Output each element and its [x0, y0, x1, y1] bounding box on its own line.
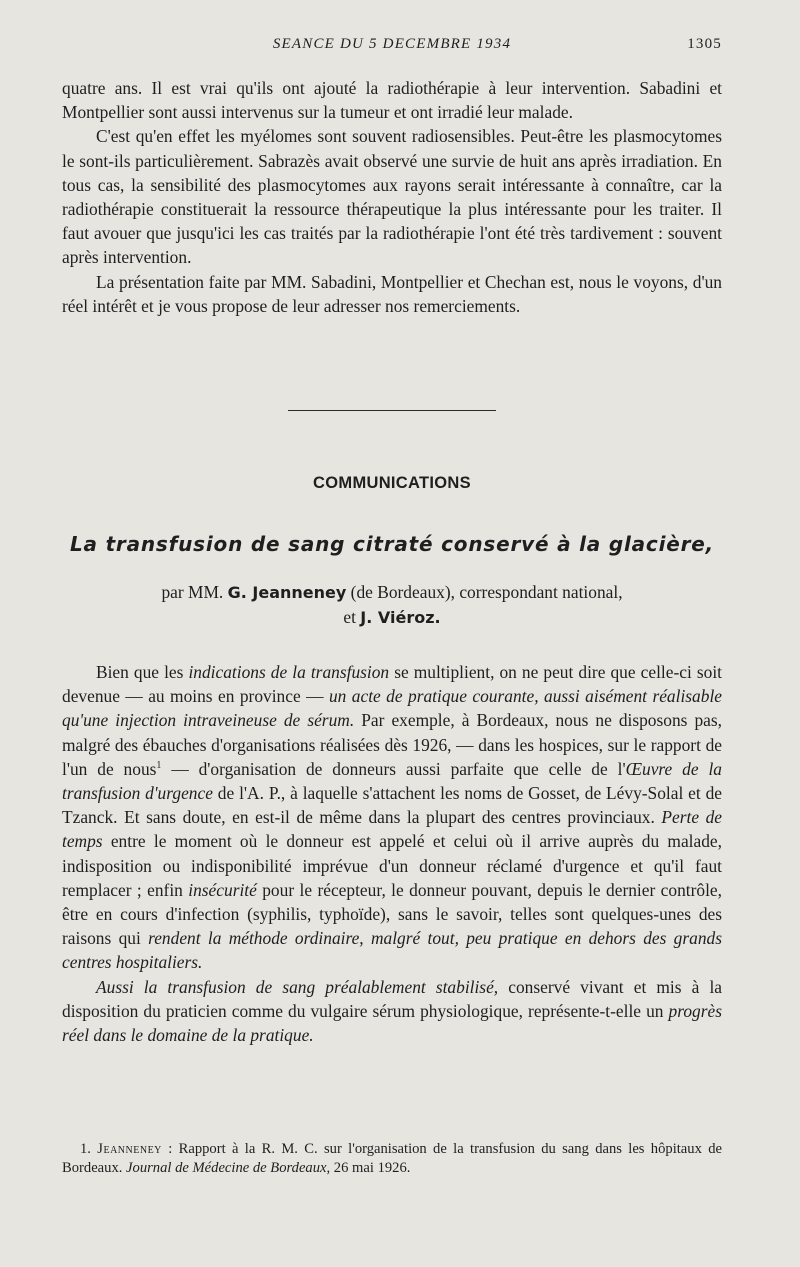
author-affiliation: (de Bordeaux), correspondant national, [350, 582, 623, 602]
article-title: La transfusion de sang citraté conservé à la glacière, [69, 532, 715, 556]
footnote [62, 1140, 722, 1178]
italic-run: Œuvre de la transfusion d'urgence [62, 758, 722, 804]
text-run: se multiplient, on ne peut dire que celle-ci soit devenue — au moins en province — [62, 662, 722, 707]
text-run: de l'A. P., à laquelle s'attachent les noms de Gosset, de Lévy-Solal et de Tzanck. Et sans doute, en est-il de même dans la plupart des centres provinciaux. [62, 783, 723, 828]
running-title: SEANCE DU 5 DECEMBRE 1934 [272, 36, 512, 52]
text-run: Par exemple, à Bordeaux, nous ne disposons pas, malgré des ébauches d'organisations réalisées dès 1926, — dans les hospices, sur le rapport de l'un de nous [62, 710, 722, 779]
footnote-journal: Journal de Médecine de Bordeaux [126, 1160, 327, 1176]
italic-run: un acte de pratique courante, aussi aisément réalisable qu'une injection intraveineuse de sérum. [62, 686, 722, 731]
text-run: — d'organisation de donneurs aussi parfaite que celle de l' [161, 758, 626, 779]
text-run: entre le moment où le donneur est appelé et celui où il arrive auprès du malade, indisposition ou indisponibilité imprévue d'un donneur réclamé d'urgence et qu'il faut remplacer ; enfin [62, 831, 722, 900]
section-divider [288, 410, 496, 411]
text-run: pour le récepteur, le donneur pouvant, depuis le dernier contrôle, être en cours d'infection (syphilis, typhoïde), sans le savoir, telles sont quelques-unes des raisons qui [62, 879, 722, 949]
footnote-text: , 26 mai 1926. [326, 1160, 411, 1176]
byline-conjunction: et [343, 607, 356, 628]
page-number: 1305 [687, 36, 722, 52]
text-run: conservé vivant et mis à la disposition du praticien comme du vulgaire sérum physiologique, représente-t-elle un [62, 976, 722, 1021]
author-name: J. Viéroz. [360, 608, 441, 628]
continuation-text [62, 76, 722, 318]
italic-run: progrès réel dans le domaine de la pratique. [62, 1000, 722, 1046]
italic-run: insécurité [188, 879, 257, 900]
text-run: Bien que les [96, 662, 189, 682]
article-body [62, 660, 722, 1047]
byline [62, 580, 722, 630]
footnote-text: : Rapport à la R. M. C. sur l'organisation de la transfusion du sang dans les hôpitaux de Bordeaux. [62, 1141, 722, 1176]
italic-run: indications de la transfusion [188, 662, 390, 682]
paragraph: C'est qu'en effet les myélomes sont souvent radiosensibles. Peut-être les plasmocytomes le sont-ils particulièrement. Sabrazès avait observé une survie de huit ans après irradiation. En tous cas, la sensibilité des plasmocytomes aux rayons serait intéressante à connaître, car la radiothérapie constituerait la ressource thérapeutique la plus intéressante pour les traiter. Il faut avouer que jusqu'ici les cas traités par la radiothérapie l'ont été très tardivement : souvent après intervention. [62, 126, 722, 268]
paragraph [62, 660, 722, 975]
italic-run: Aussi la transfusion de sang préalablement stabilisé, [96, 976, 499, 997]
italic-run: rendent la méthode ordinaire, malgré tout, peu pratique en dehors des grands centres hospitaliers. [62, 928, 722, 973]
paragraph: La présentation faite par MM. Sabadini, Montpellier et Chechan est, nous le voyons, d'un réel intérêt et je vous propose de leur adresser nos remerciements. [62, 271, 722, 316]
byline-prefix: par MM. [161, 582, 224, 602]
paragraph [62, 975, 722, 1048]
footnote-number: 1. [80, 1141, 91, 1157]
footnote-author: Jeanneney [97, 1141, 162, 1157]
italic-run: Perte de temps [62, 807, 723, 852]
author-name: G. Jeanneney [227, 583, 347, 602]
running-head [62, 36, 722, 60]
paragraph: quatre ans. Il est vrai qu'ils ont ajouté la radiothérapie à leur intervention. Sabadini et Montpellier sont aussi intervenus sur la tumeur et ont irradié leur malade. [62, 78, 722, 123]
section-title: COMMUNICATIONS [313, 474, 471, 492]
footnote-marker: 1 [156, 760, 162, 772]
